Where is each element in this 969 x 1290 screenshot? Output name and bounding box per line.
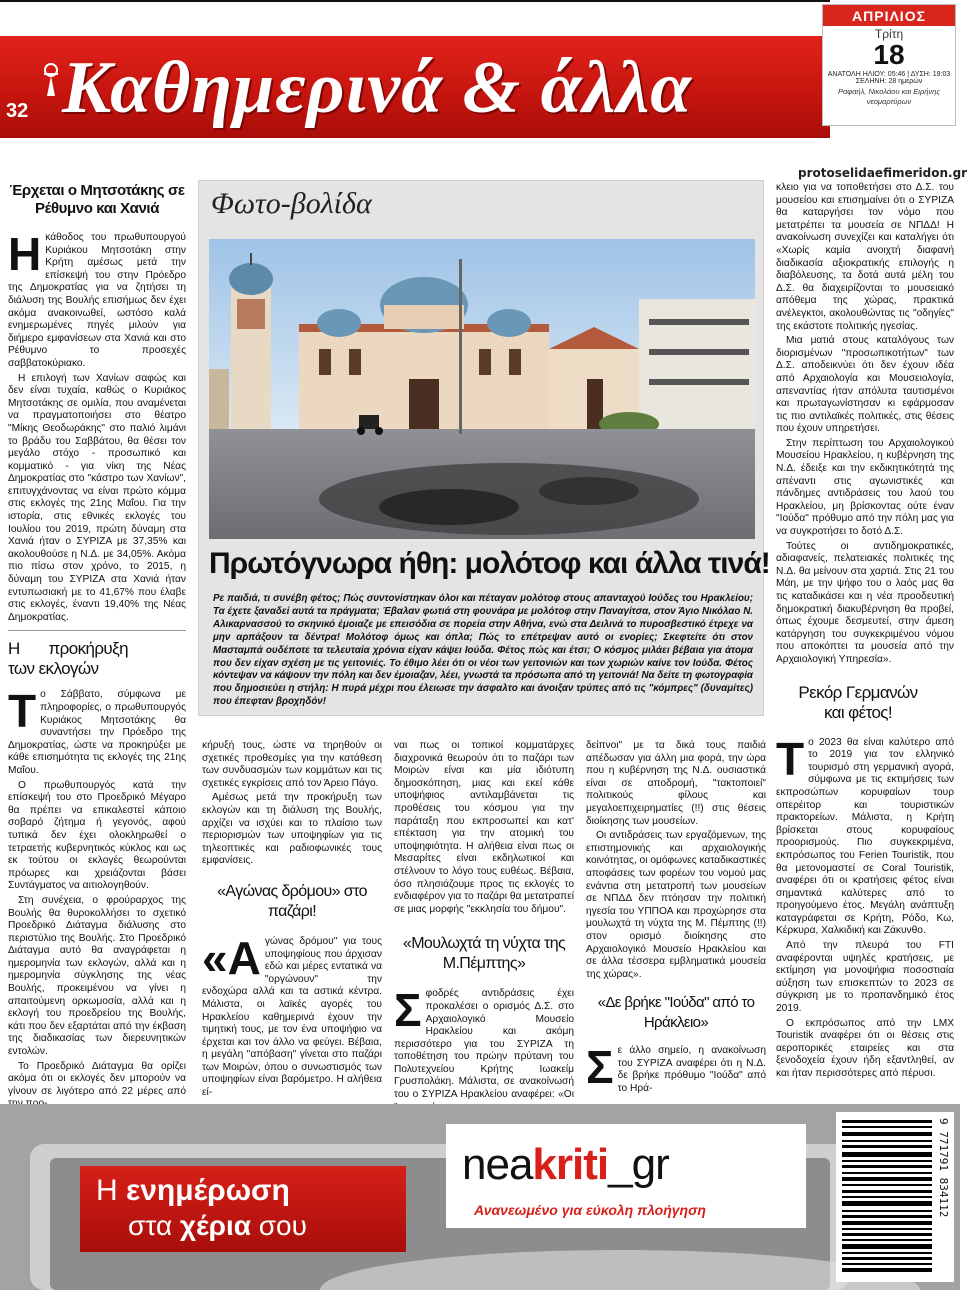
header-gap [0, 28, 830, 36]
sunrise-sunset: ΑΝΑΤΟΛΗ ΗΛΙΟΥ: 05:46 | ΔΥΣΗ: 19:03 [827, 71, 951, 78]
dropcap: Τ [776, 732, 805, 785]
article-paragraph: Στην περίπτωση του Αρχαιολογικού Μουσείου Ηρακλείου, η κυβέρνηση της Ν.Δ. έδειξε και την εκδικητικότητά της απέναντι στις αγωνιστικές και πάνδημες αντιδράσεις του λαού του Ηρακλείου, μη βρίσκοντας ούτε έναν "Ιούδα" πρόθυμο από την πόλη μας για να συγκροτήσει το δοτό Δ.Σ. [776, 437, 954, 538]
site-watermark: protoselidaefimeridon.gr [798, 166, 968, 180]
column-4 [586, 740, 766, 1100]
brand-logo: neakriti_gr [462, 1140, 669, 1189]
ad-slogan: Ανανεωμένο για εύκολη πλοήγηση [474, 1202, 706, 1218]
article-headline: Έρχεται ο Μητσοτάκης σε Ρέθυμνο και Χανιά [9, 182, 185, 217]
article-paragraph: Το Σάββατο, σύμφωνα με πληροφορίες, ο πρωθυπουργός Κυριάκος Μητσοτάκης θα συναντήσει την Πρόεδρο της Δημοκρατίας, ώστε να προκηρύξει με κάθε επισημότητα τις εκλογές της 21ης Μαΐου. [8, 685, 186, 776]
date-weekday: Τρίτη [874, 27, 904, 41]
dropcap: Σ [586, 1041, 614, 1094]
article-paragraph: Η επιλογή των Χανίων σαφώς και δεν είναι τυχαία, καθώς ο Κυριάκος Μητσοτάκης σε ομιλία, που αναμένεται να πραγματοποιήσει στο θέατρο "Μίκης Θεοδωράκης" στο παλιό λιμάνι το βράδυ του Σαββάτου, θα θέσει τον μεγάλο στόχο - προσωπικό και κομματικό - για νίκη της Νέας Δημοκρατίας στο "κάστρο των Χανίων", επιτυγχάνοντας να είναι πρώτο κόμμα στις εκλογές της 21ης Μαΐου. Για την ιστορία, στις εθνικές εκλογές του Ιουλίου του 2019, πρώτη δύναμη στα Χανιά ήταν ο ΣΥΡΙΖΑ με 37,35% και ακολουθούσε η Ν.Δ. με 34,05%. Ακόμα πιο πίσω στον χρόνο, το 2015, η δύναμη του ΣΥΡΙΖΑ στα Χανιά ήταν εντυπωσιακή με το 41,67% που έλαβε στις εκλογές, έναντι 19,40% της Νέας Δημοκρατίας. [8, 372, 186, 623]
section-heading: «Μουλωχτά τη νύχτα της Μ.Πέμπτης» [402, 935, 566, 973]
ad-tagline-2: στα χέρια σου [128, 1210, 307, 1241]
date-day-number: 18 [873, 39, 905, 70]
church-photo [209, 239, 755, 539]
article-paragraph: Ο πρωθυπουργός κατά την επίσκεψή του στο Προεδρικό Μέγαρο θα πρέπει να επικαλεστεί κάποιο σοβαρό ζήτημα ή γεγονός, αφού τυπικά δεν έχει ολοκληρωθεί ο τετραετής κυβερνητικός κύκλος και ως εκ τούτου οι εκλογές θεωρούνται πρόωρες και χρειάζονται βάσει Συντάγματος να αιτιολογηθούν. [8, 779, 186, 892]
section-heading: Ρεκόρ Γερμανών και φέτος! [798, 682, 918, 722]
barcode-lines-icon [842, 1120, 932, 1274]
article-paragraph: κλειο για να τοποθετήσει στο Δ.Σ. του μουσείου και επισημαίνει ότι ο ΣΥΡΙΖΑ θα καταργήσει τον νόμο που μετατρέπει τα μουσεία σε ΝΠΔΔ! Η ανακοίνωση συνεχίζει και καταλήγει ότι «Χωρίς καμία ανοιχτή διαφανή διαδικασία αξιοκρατικής επιλογής η διαβόλευσης, τα δοτά αυτά μέλη του Δ.Σ. θα διαχειρίζονται το μουσειακό απόθεμα της χώρας, πρακτικά ανέλεγκτοι, ακολουθώντας τις "οδηγίες" της εκάστοτε πολιτικής ηγεσίας. [776, 182, 954, 332]
article-paragraph: ναι πως οι τοπικοί κομματάρχες διαχρονικά θεωρούν ότι το παζάρι των Μοιρών είναι και μία ιδιότυπη δημοσκόπηση, μιας και εκεί κάθε υποψήφιος αντιλαμβάνεται τις προθέσεις του κόσμου για την παράταξη που εκπροσωπεί και κατ' επέκταση για την ατομική του υποψηφιότητα. Η αλήθεια είναι πως οι Μεσαρίτες είναι εκδηλωτικοί και στέλνουν το λόγο τους ευθέως. Βέβαια, όσο πλησιάζουμε προς τις εκλογές το ενδιαφέρον για το παζάρι θα μετατραπεί σε μιας μορφής "εκκλησία του δήμου". [394, 740, 574, 915]
barcode-number: 9 771791 834112 [937, 1118, 950, 1218]
article-paragraph: Το Προεδρικό Διάταγμα θα ορίζει ακόμα ότι οι εκλογές δεν μπορούν να γίνουν σε λιγότερο από 22 μέρες από [8, 1060, 186, 1097]
column-2 [202, 740, 382, 1100]
article-paragraph: Από την πλευρά του FTI αναφέρονται υψηλές κρατήσεις, με εκτίμηση για μονοψήφια ποσοστιαία αύξηση των επισκεπτών το 2023 σε σύγκριση με το προπανδημικό έτος 2019. [776, 940, 954, 1015]
column-1 [8, 182, 186, 1100]
section-heading: Η προκήρυξη των εκλογών [8, 639, 128, 679]
ad-tagline-1: Η ενημέρωση [96, 1174, 290, 1207]
ad-brand-card[interactable] [446, 1124, 806, 1228]
article-paragraph: Ηκάθοδος του πρωθυπουργού Κυριάκου Μητσοτάκη στην Κρήτη αμέσως μετά την επίσκεψή του στην Πρόεδρο της Δημοκρατίας για να ζητήσει τη διάλυση της Βουλής επισήμως δεν έχει ακόμα ανακοινωθεί, ωστόσο καλά ενημερωμένες πηγές μιλούν για διήμερο εμφανίσεων στα Χανιά και στο Ρέθυμνο το προσεχές σαββατοκύριακο. [8, 228, 186, 369]
date-box [822, 4, 956, 126]
article-paragraph: Οι αντιδράσεις των εργαζόμενων, της επιστημονικής και αρχαιολογικής κοινότητας, οι ομόφωνες καταδικαστικές αποφάσεις των φορέων του νομού μας ενάντια στη μετατροπή των μουσείων σε ΝΠΔΔ δεν πτόησαν την πολιτική ηγεσία του ΥΠΠΟΑ και προχώρησε στα μουλωχτά τη νύχτα της Μ. Πέμπτης (!!) στον ορισμό διοίκησης στο Αρχαιολογικό Μουσείο Ηρακλείου και σε άλλα τέσσερα εμβληματικά μουσεία της χώρας». [586, 830, 766, 980]
column-5 [776, 182, 954, 1100]
page-number: 32 [6, 100, 29, 122]
column-3 [394, 740, 574, 1100]
article-paragraph: Στη συνέχεια, ο φρούραρχος της Βουλής θα θυροκολλήσει το σχετικό Προεδρικό Διάταγμα διάλυσης στο περιστύλιο της Βουλής. Στο Προεδρικό Διάταγμα αυτό θα αναγράφεται η ημερομηνία των εκλογών, αλλά και η ημερομηνία σύγκλησης της νέας Βουλής, προκειμένου να γίνει η απαιτούμενη ορκωμοσία, αλλά και η εκλογή του προεδρείου της Βουλής, κάτι που δεν εξαρτάται από την έκβαση της διαδικασίας των διερευνητικών εντολών. [8, 894, 186, 1058]
date-month: ΑΠΡΙΛΙΟΣ [823, 5, 955, 26]
feature-label: Φωτο-βολίδα [211, 187, 372, 220]
article-paragraph: Το 2023 θα είναι καλύτερο από το 2019 για τον ελληνικό τουρισμό στη γερμανική αγορά, σύμφωνα με τις εκτιμήσεις των εκπροσώπων κορυφαίων τουρ οπερέιτορ και τουριστικών πρακτορείων. Μάλιστα, η Κρήτη βρίσκεται στους κορυφαίους προορισμούς. Πιο συγκεκριμένα, εκπρόσωπος του Ferien Touristik, που θα μετονομαστεί σε Coral Touristik, αναφέρει ότι οι κρατήσεις φέτος είναι σημαντικά καλύτερες από το προηγούμενο έτος. Μεγάλη ανάπτυξη καταγράφεται σε Κρήτη, Ρόδο, Κω, Κέρκυρα, Χαλκιδική και Ζάκυνθο. [776, 732, 954, 937]
page-header [0, 0, 960, 150]
article-paragraph: δείπνοι" με τα δικά τους παιδιά απέδωσαν για άλλη μια φορά, την ώρα που η κυβέρνηση της Ν.Δ. ουσιαστικά είναι σε αποδρομή, "τακτοποιεί" πολιτικούς φίλους και μεγαλοεπιχειρηματίες (!!) στις θέσεις διοίκησης των μουσείων. [586, 740, 766, 827]
dropcap: Σ [394, 984, 422, 1037]
neakriti-advert[interactable] [0, 1104, 960, 1290]
article-paragraph: Σε άλλο σημείο, η ανακοίνωση του ΣΥΡΙΖΑ αναφέρει ότι η Ν.Δ. δε βρήκε πρόθυμο "Ιούδα" από το Ηρά- [586, 1041, 766, 1095]
name-days: Ραφαήλ, Νικολάου και Ειρήνης νεομαρτύρων [837, 87, 940, 106]
feature-title: Πρωτόγνωρα ήθη: μολότοφ και άλλα τινά! [209, 547, 770, 580]
moon-age: ΣΕΛΗΝΗ: 28 ημερών [855, 78, 923, 85]
divider [8, 630, 186, 631]
article-paragraph: Τούτες οι αντιδημοκρατικές, αδιαφανείς, πελατειακές πολιτικές της Ν.Δ. θα μείνουν στα χαρτιά. Στις 21 του Μάη, με την ψήφο του ο λαός μας θα τις καταδικάσει και η νέα προοδευτική δημοκρατική διακυβέρνηση θα προβεί, όπως έχουμε δεσμευτεί, στην άμεση κατάργηση του συγκεκριμένου νόμου που αποκόπτει τα μουσεία από την Αρχαιολογική Υπηρεσία». [776, 540, 954, 665]
section-heading: «Δε βρήκε "Ιούδα" από το Ηράκλειο» [597, 994, 755, 1032]
article-paragraph: Ο εκπρόσωπος από την LMX Touristik αναφέρει ότι οι θέσεις στις αεροπορικές εταιρείες και στα ξενοδοχεία έχουν ήδη εξαντληθεί, αν και ήταν περισσότερες από πέρυσι. [776, 1017, 954, 1079]
top-rule [0, 0, 830, 2]
article-paragraph: «Αγώνας δρόμου" για τους υποψηφίους που άρχισαν εδώ και μέρες εντατικά να "οργώνουν" την ενδοχώρα αλλά και τα αστικά κέντρα. Μάλιστα, οι λαϊκές αγορές του Ηρακλείου καθημερινά έχουν την τιμητική τους, με τον ένα υποψήφιο να έρχεται και τον άλλο να φεύγει. Βέβαια, η μεγάλη "απόβαση" γίνεται στο παζάρι των Μοιρών, όπου ο συνωστισμός των υποψηφίων είναι βαρόμετρο. Η αλήθεια εί- [202, 931, 382, 1099]
article-paragraph: Αμέσως μετά την προκήρυξη των εκλογών και τη διάλυση της Βουλής, αρχίζει να ισχύει και το πλαίσιο των περιορισμών των υποψηφίων για τις τηλεοπτικές και ραδιοφωνικές τους εμφανίσεις. [202, 792, 382, 867]
barcode [836, 1112, 954, 1282]
torch-logo-icon [38, 62, 64, 98]
photo-feature [198, 180, 770, 716]
feature-caption: Ρε παιδιά, τι συνέβη φέτος; Πώς συντονίστηκαν όλοι και πέταγαν μολότοφ στους απανταχού Ιούδες του Ηρακλείου; Τα έχετε ξαναδεί αυτά τα πράγματα; Έβαλαν φωτιά στη φουνάρα με μολότοφ στην Παναγίτσα, στον Άγιο Νικόλαο Ν. Αλικαρνασσού το σκηνικό έμοιαζε με επεισόδια σε πορεία στην Αθήνα, ενώ στα Δειλινά το πυροσβεστικό έτρεχε να μην αρπάξουν τα δέντρα! Μολότοφ όμως και όπλα; Πώς το επέτρεψαν αυτό οι ενορίες; Σκεφτείτε ότι στον Μασταμπά ουδέποτε τα τελευταία χρόνια είχαν κάψει Ιούδα. Φέτος πώς και έτσι; Ο κόσμος μιλάει βέβαια για άτομα που δεν είχαν σχέση με τις γειτονιές. Το έθιμο λέει ότι οι νέοι των γειτονιών και των χωριών καίνε τον Ιούδα. Φέτος κόντεψαν να κάψουν την πόλη και δεν έμοιαζαν, λέει, γνωστά τα πρόσωπα από τη γειτονιά! Να δείτε τη φωτογραφία που δημοσιεύει η στήλη: Η πυρά μέχρι που έλειωσε την άσφαλτο και άνοιξαν τρύπες από τις "κόμπρες" (δυναμίτες) που έπεφταν βροχηδόν! [213, 593, 753, 708]
article-paragraph: κήρυξή τους, ώστε να τηρηθούν οι σχετικές προθεσμίες για την κατάθεση των συνδυασμών των κομμάτων και τις σχετικές εγκρίσεις από τον Άρειο Πάγο. [202, 740, 382, 789]
article-paragraph: Σφοδρές αντιδράσεις έχει προκαλέσει ο ορισμός Δ.Σ. στο Αρχαιολογικό Μουσείο Ηρακλείου και ακόμη περισσότερο για του ΣΥΡΙΖΑ τη τοποθέτηση του πρώην πρύτανη του Πολυτεχνείου Κρήτης Ιωακείμ Γρυσπολάκη. Μάλιστα, σε ανακοίνωσή του ο ΣΥΡΙΖΑ Ηρακλείου αναφέρει: «Οι [394, 984, 574, 1101]
masthead-title: Καθημερινά & άλλα [62, 47, 693, 129]
dropcap: Η [8, 228, 42, 280]
dropcap: «Α [202, 931, 261, 984]
section-heading: «Αγώνας δρόμου» στο παζάρι! [217, 882, 367, 920]
article-paragraph: Μια ματιά στους καταλόγους των διορισμένων "προσωπικοτήτων" των Δ.Σ. αποδεικνύει ότι δεν έχουν ιδέα από Αρχαιολογία και Μουσειολογία, απεναντίας ήταν απόλυτα ταυτισμένοι και πρωταγωνίστησαν κι εφάρμοσαν τις πιο αντιλαϊκές πολιτικές, στις θέσεις που έχουν υπηρετήσει. [776, 335, 954, 435]
dropcap: Τ [8, 685, 37, 738]
